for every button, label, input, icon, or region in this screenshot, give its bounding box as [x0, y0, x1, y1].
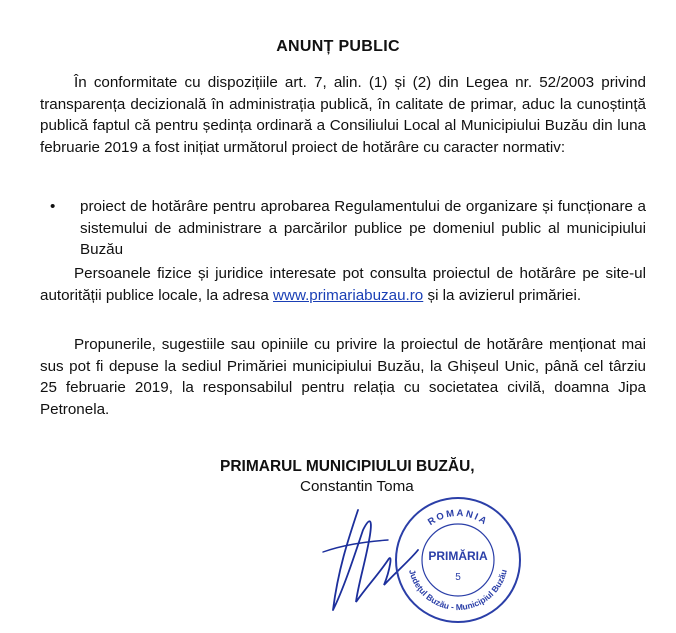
- consult-text-after: și la avizierul primăriei.: [423, 286, 582, 304]
- mayor-title: PRIMARUL MUNICIPIULUI BUZĂU,: [220, 458, 475, 475]
- consult-text-before: Persoanele fizice și juridice interesate pot consulta proiectul de hotărâre pe site-ul autorității publice locale, la adresa: [40, 265, 646, 304]
- list-item: [40, 196, 646, 261]
- consult-paragraph: [40, 263, 646, 306]
- stamp-center-text: PRIMĂRIA: [428, 549, 488, 563]
- bullet-item-text: proiect de hotărâre pentru aprobarea Regulamentului de organizare și funcționare a sistemului de administrare a parcărilor publice pe domeniul public al municipiului Buzău: [80, 198, 646, 258]
- svg-text:ROMANIA: [426, 508, 490, 528]
- document-title: ANUNȚ PUBLIC: [276, 38, 400, 55]
- stamp-number: 5: [455, 572, 461, 583]
- mayor-name: Constantin Toma: [300, 478, 414, 495]
- intro-paragraph: [40, 72, 646, 158]
- intro-text: În conformitate cu dispozițiile art. 7, alin. (1) și (2) din Legea nr. 52/2003 privind transparența decizională în administrația publică, în calitate de primar, aduc la cunoștință publică faptul că pentru ședința ordinară a Consiliului Local al Municipiului Buzău din luna februarie 2019 a fost inițiat următorul proiect de hotărâre cu caracter normativ:: [40, 74, 646, 156]
- stamp-bottom-text: Județul Buzău - Municipiul Buzău: [407, 568, 509, 613]
- website-link[interactable]: www.primariabuzau.ro: [273, 286, 424, 304]
- bullet-icon: •: [50, 198, 56, 215]
- official-stamp: [392, 494, 524, 626]
- proposals-paragraph: Propunerile, sugestiile sau opiniile cu privire la proiectul de hotărâre menționat mai sus pot fi depuse la sediul Primăriei municipiului Buzău, la Ghișeul Unic, până cel târziu 25 februarie 2019, la responsabilul pentru relația cu societatea civilă, doamna Jipa Petronela.: [40, 336, 646, 418]
- stamp-top-text: ROMANIA: [425, 507, 491, 529]
